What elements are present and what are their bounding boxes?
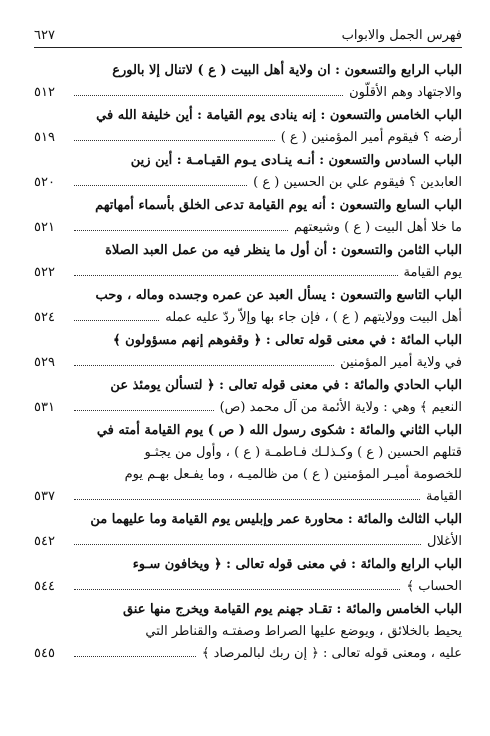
entry-page-number: ٥٢٤ (34, 310, 55, 325)
entry-line (34, 330, 462, 352)
entry-page-number: ٥٤٢ (34, 534, 55, 549)
entry-title-line: الباب السادس والتسعون : أنـه ينـادى يـوم القيـامـة : أين زين (130, 153, 462, 168)
index-entry (34, 150, 462, 194)
entry-line (34, 442, 462, 464)
dot-leader (74, 320, 159, 321)
index-entries (34, 60, 462, 665)
entry-line (34, 172, 462, 194)
entry-line (34, 509, 462, 531)
entry-line (34, 150, 462, 172)
index-entry (34, 285, 462, 329)
entry-page-number: ٥١٩ (34, 130, 55, 145)
entry-line (34, 464, 462, 486)
entry-title-line: الباب التاسع والتسعون : يسأل العبد عن عمره وجسده وماله ، وحب (95, 288, 462, 303)
entry-text-line: الحساب ﴾ (406, 579, 462, 594)
page-header (34, 28, 462, 48)
entry-line (34, 397, 462, 419)
index-entry (34, 375, 462, 419)
entry-text-line: النعيم ﴾ وهي : ولاية الأئمة من آل محمد (ص) (219, 400, 462, 415)
entry-text-line: الأغلال (426, 534, 462, 549)
entry-line (34, 420, 462, 442)
entry-text-line: قتلهم الحسين ( ع ) وكـذلـك فـاطمـة ( ع ) ، وأول من يجثـو (144, 445, 462, 460)
entry-text-line: القيامة (426, 489, 462, 504)
entry-line (34, 285, 462, 307)
dot-leader (74, 95, 343, 96)
entry-text-line: أهل البيت وولايتهم ( ع ) ، فإن جاء بها وإلاّ ردّ عليه عمله (165, 310, 462, 325)
entry-line (34, 576, 462, 598)
entry-text-line: يوم القيامة (403, 265, 462, 280)
entry-line (34, 240, 462, 262)
entry-line (34, 262, 462, 284)
header-title: فهرس الجمل والابواب (341, 28, 462, 43)
entry-line (34, 217, 462, 239)
entry-page-number: ٥٢٠ (34, 175, 55, 190)
entry-line (34, 352, 462, 374)
entry-text-line: للخصومة أميـر المؤمنين ( ع ) من ظالميـه ، وما يفـعل بهـم يوم (124, 467, 462, 482)
entry-text-line: عليه ، ومعنى قوله تعالى : ﴿ إن ربك لبالمرصاد ﴾ (201, 646, 462, 661)
entry-title-line: الباب المائة : في معنى قوله تعالى : ﴿ وقفوهم إنهم مسؤولون ﴾ (113, 333, 462, 348)
entry-line (34, 599, 462, 621)
index-entry (34, 195, 462, 239)
entry-text-line: في ولاية أمير المؤمنين (340, 355, 462, 370)
entry-line (34, 375, 462, 397)
entry-page-number: ٥٢١ (34, 220, 55, 235)
entry-title-line: الباب الرابع والتسعون : ان ولاية أهل البيت ( ع ) لاتنال إلا بالورع (112, 63, 462, 78)
entry-title-line: الباب الخامس والمائة : تقـاد جهنم يوم القيامة ويخرج منها عنق (122, 602, 462, 617)
index-entry (34, 240, 462, 284)
index-entry (34, 509, 462, 553)
entry-title-line: الباب الرابع والمائة : في معنى قوله تعالى : ﴿ ويخافون سـوء (132, 557, 462, 572)
entry-line (34, 621, 462, 643)
dot-leader (74, 230, 288, 231)
dot-leader (74, 185, 247, 186)
dot-leader (74, 589, 400, 590)
entry-text-line: والاجتهاد وهم الأقلّون (349, 85, 462, 100)
entry-text-line: أرضه ؟ فيقوم أمير المؤمنين ( ع ) (280, 130, 462, 145)
entry-title-line: الباب الثامن والتسعون : أن أول ما ينظر فيه من عمل العبد الصلاة (105, 243, 462, 258)
entry-title-line: الباب الخامس والتسعون : إنه ينادى يوم القيامة : أين خليفة الله في (96, 108, 462, 123)
entry-text-line: يحيط بالخلائق ، ويوضع عليها الصراط وصفتـه والقناطر التي (145, 624, 462, 639)
entry-line (34, 60, 462, 82)
dot-leader (74, 275, 398, 276)
dot-leader (74, 544, 421, 545)
entry-line (34, 195, 462, 217)
index-entry (34, 599, 462, 665)
dot-leader (74, 140, 275, 141)
dot-leader (74, 410, 214, 411)
entry-line (34, 486, 462, 508)
index-entry (34, 330, 462, 374)
entry-title-line: الباب السابع والتسعون : أنه يوم القيامة تدعى الخلق بأسماء أمهاتهم (95, 198, 462, 213)
entry-page-number: ٥٢٢ (34, 265, 55, 280)
entry-line (34, 554, 462, 576)
entry-page-number: ٥١٢ (34, 85, 55, 100)
entry-line (34, 643, 462, 665)
dot-leader (74, 499, 420, 500)
entry-line (34, 307, 462, 329)
entry-line (34, 105, 462, 127)
entry-page-number: ٥٢٩ (34, 355, 55, 370)
index-entry (34, 420, 462, 508)
entry-title-line: الباب الحادي والمائة : في معنى قوله تعالى : ﴿ لتسألن يومئذ عن (110, 378, 462, 393)
index-entry (34, 554, 462, 598)
entry-line (34, 531, 462, 553)
entry-page-number: ٥٤٥ (34, 646, 55, 661)
dot-leader (74, 365, 334, 366)
entry-title-line: الباب الثاني والمائة : شكوى رسول الله ( ص ) يوم القيامة أمته في (96, 423, 462, 438)
entry-title-line: الباب الثالث والمائة : محاورة عمر وإبليس يوم القيامة وما عليهما من (90, 512, 462, 527)
entry-text-line: ما خلا أهل البيت ( ع ) وشيعتهم (294, 220, 462, 235)
entry-text-line: العابدين ؟ فيقوم علي بن الحسين ( ع ) (253, 175, 462, 190)
entry-line (34, 127, 462, 149)
entry-page-number: ٥٣١ (34, 400, 55, 415)
entry-line (34, 82, 462, 104)
entry-page-number: ٥٣٧ (34, 489, 55, 504)
page-number: ٦٢٧ (34, 28, 55, 43)
index-entry (34, 60, 462, 104)
entry-page-number: ٥٤٤ (34, 579, 55, 594)
index-entry (34, 105, 462, 149)
dot-leader (74, 656, 196, 657)
